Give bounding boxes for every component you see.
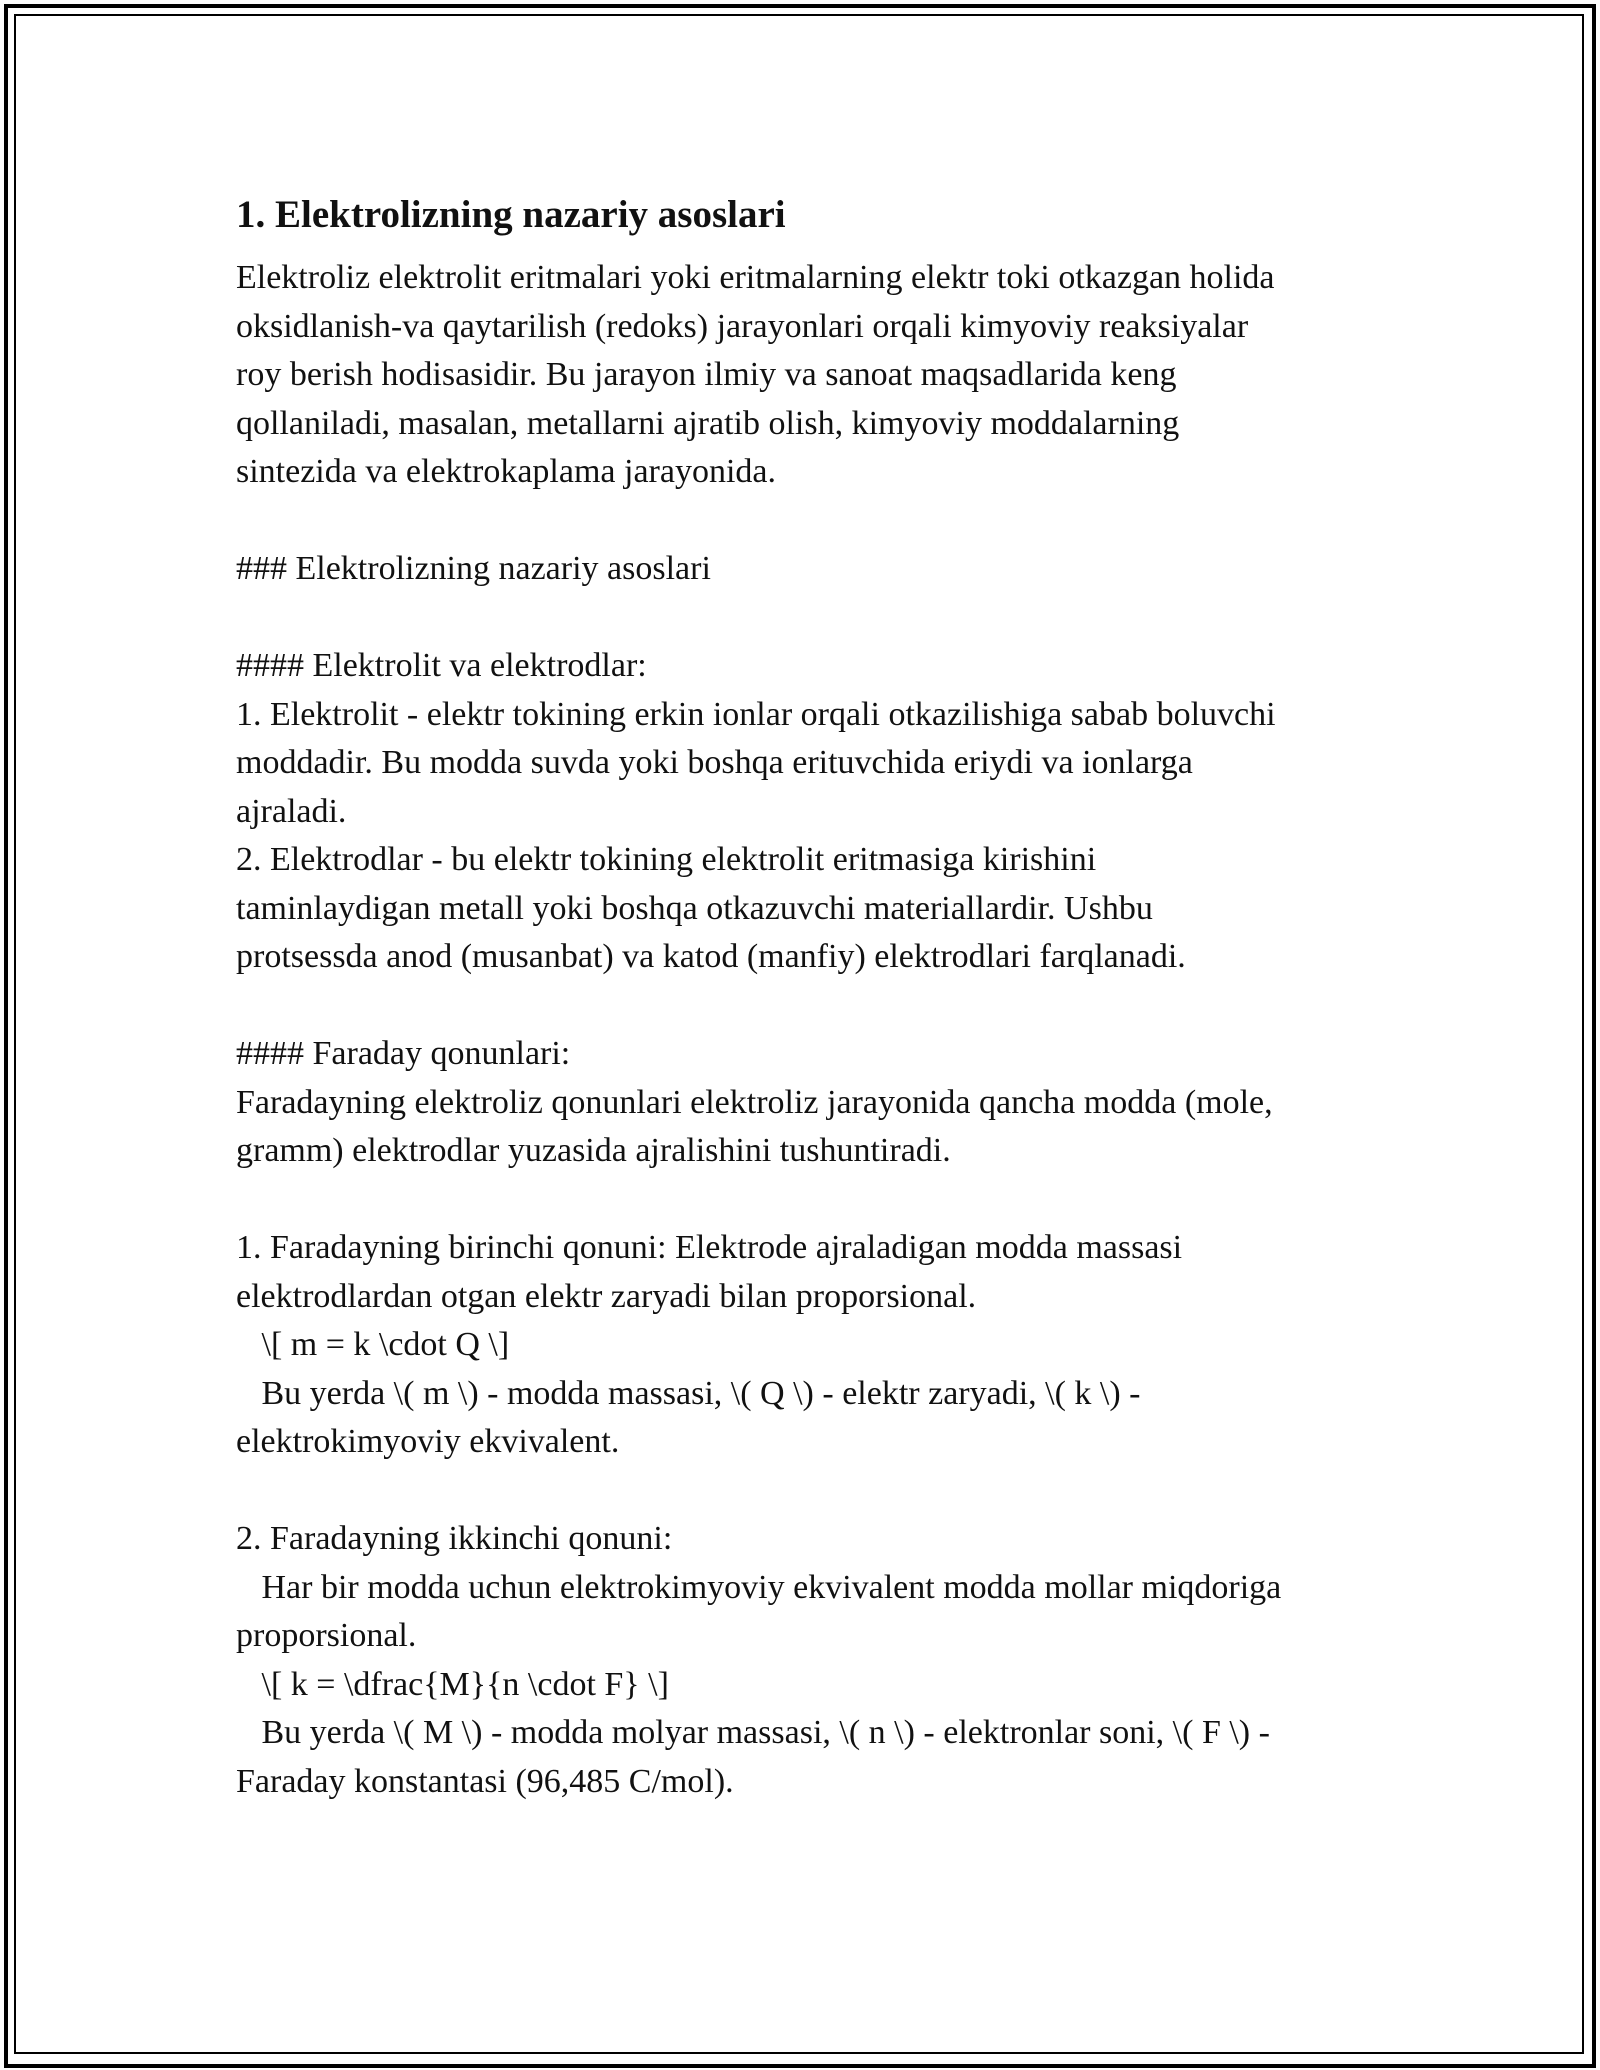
text-line: Faraday konstantasi (96,485 C/mol). (236, 1762, 734, 1800)
text-line: Elektroliz elektrolit eritmalari yoki eritmalarning elektr toki otkazgan holida (236, 259, 1275, 296)
text-line: Bu yerda \( M \) - modda molyar massasi, \( n \) - elektronlar soni, \( F \) - (236, 1714, 1270, 1751)
text-line: moddadir. Bu modda suvda yoki boshqa erituvchida eriydi va ionlarga (236, 744, 1193, 781)
text-line: Bu yerda \( m \) - modda massasi, \( Q \) - elektr zaryadi, \( k \) - (236, 1374, 1141, 1412)
text-line: qollaniladi, masalan, metallarni ajratib olish, kimyoviy moddalarning (236, 404, 1180, 442)
subsection-heading-line: #### Faraday qonunlari: (236, 1035, 571, 1072)
formula-line: \[ m = k \cdot Q \] (236, 1326, 510, 1363)
text-line: ajraladi. (236, 792, 347, 830)
subsection-heading-line: #### Elektrolit va elektrodlar: (236, 647, 647, 684)
text-line: 2. Elektrodlar - bu elektr tokining elektrolit eritmasiga kirishini (236, 841, 1097, 878)
text-line: sintezida va elektrokaplama jarayonida. (236, 453, 776, 490)
text-line: Har bir modda uchun elektrokimyoviy ekvivalent modda mollar miqdoriga (236, 1568, 1282, 1606)
blank-line (236, 1467, 1376, 1516)
text-line: proporsional. (236, 1617, 417, 1654)
text-line: protsessda anod (musanbat) va katod (manfiy) elektrodlari farqlanadi. (236, 938, 1186, 975)
text-line: 1. Faradayning birinchi qonuni: Elektrode ajraladigan modda massasi (236, 1229, 1183, 1266)
text-line: Faradayning elektroliz qonunlari elektroliz jarayonida qancha modda (mole, (236, 1083, 1273, 1121)
text-line: elektrodlardan otgan elektr zaryadi bilan proporsional. (236, 1277, 977, 1315)
document-content (236, 186, 1376, 1806)
text-line: 1. Elektrolit - elektr tokining erkin ionlar orqali otkazilishiga sabab boluvchi (236, 695, 1276, 733)
document-body (236, 254, 1376, 1806)
section-heading-line: ### Elektrolizning nazariy asoslari (236, 550, 711, 587)
text-line: roy berish hodisasidir. Bu jarayon ilmiy va sanoat maqsadlarida keng (236, 356, 1177, 393)
text-line: 2. Faradayning ikkinchi qonuni: (236, 1520, 673, 1557)
blank-line (236, 497, 1376, 546)
text-line: elektrokimyoviy ekvivalent. (236, 1423, 620, 1460)
text-line: taminlaydigan metall yoki boshqa otkazuvchi materiallardir. Ushbu (236, 889, 1153, 927)
blank-line (236, 982, 1376, 1031)
blank-line (236, 594, 1376, 643)
text-line: oksidlanish-va qaytarilish (redoks) jarayonlari orqali kimyoviy reaksiyalar (236, 307, 1249, 345)
blank-line (236, 1176, 1376, 1225)
document-title: 1. Elektrolizning nazariy asoslari (236, 193, 786, 236)
formula-line: \[ k = \dfrac{M}{n \cdot F} \] (236, 1665, 669, 1703)
text-line: gramm) elektrodlar yuzasida ajralishini tushuntiradi. (236, 1132, 951, 1169)
